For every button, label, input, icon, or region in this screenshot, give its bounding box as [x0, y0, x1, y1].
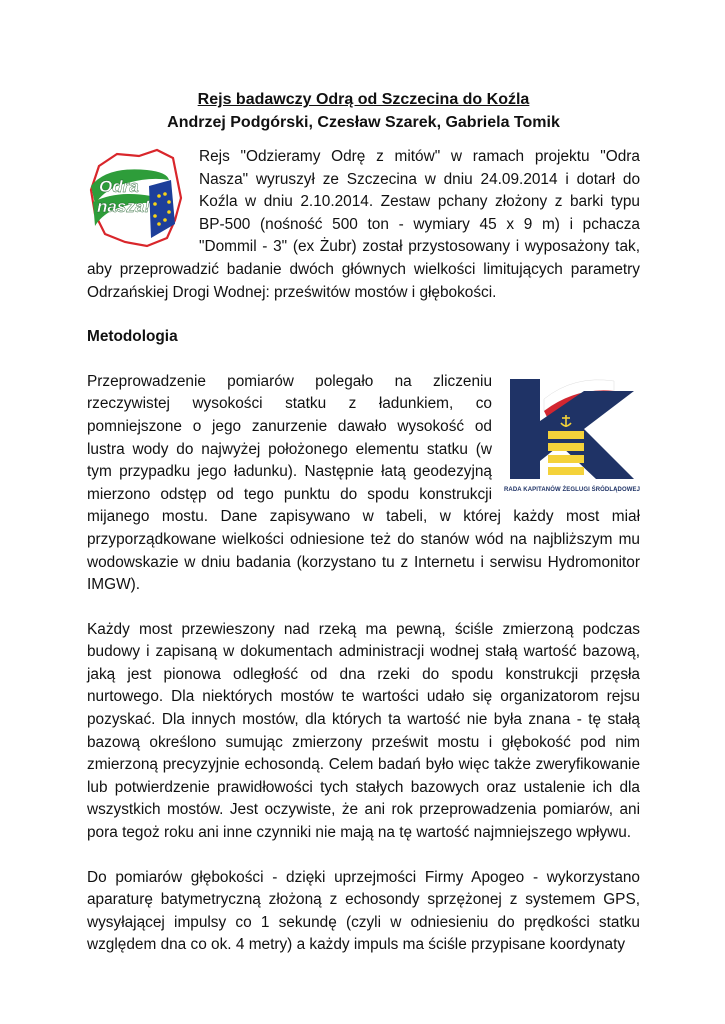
- bridges-paragraph: Każdy most przewieszony nad rzeką ma pewną, ściśle zmierzoną podczas budowy i zapisaną w dokumentach administracji wodnej stałą wartość bazową, jaką jest pionowa odległość od dna rzeki do spodu konstrukcji przęsła nurtowego. Dla niektórych mostów te wartości udało się organizatorom rejsu pozyskać. Dla innych mostów, dla których ta wartość nie była znana - tę stałą bazową określono sumując zmierzony prześwit mostu i głębokość pod nim zmierzoną precyzyjnie echosondą. Celem badań było więc także zweryfikowanie lub potwierdzenie prawidłowości tych stałych bazowych oraz ustalenie ich dla wszystkich mostów. Jest oczywiste, że ani rok przeprowadzenia pomiarów, ani pora tegoż roku ani inne czynniki nie mają na tę wartość najmniejszego wpływu.: [87, 620, 640, 842]
- depth-paragraph: Do pomiarów głębokości - dzięki uprzejmości Firmy Apogeo - wykorzystano aparaturę batymetryczną złożoną z echosondy sprzężonej z systemem GPS, wysyłającej impulsy co 1 sekundę (czyli w odniesieniu do prędkości statku względem dna co ok. 4 metry) a każdy impuls ma ściśle przypisane koordynaty: [87, 868, 640, 954]
- k-stem: [510, 379, 540, 479]
- yellow-block-1: [548, 431, 584, 439]
- yellow-block-4: [548, 467, 584, 475]
- yellow-block-3: [548, 455, 584, 463]
- document-title: [87, 88, 640, 134]
- title-main: Rejs badawczy Odrą od Szczecina do Koźla: [197, 91, 530, 108]
- yellow-block-2: [548, 443, 584, 451]
- title-authors: Andrzej Podgórski, Czesław Szarek, Gabriela Tomik: [167, 114, 560, 131]
- odra-logo-text-1: Odra: [99, 177, 139, 196]
- methodology-paragraph: Przeprowadzenie pomiarów polegało na zliczeniu rzeczywistej wysokości statku z ładunkiem, co pomniejszone o jego zanurzenie dawało wysokość od lustra wody do najwyżej położonego elementu statku (w tym przypadku jego ładunku). Następnie łatą geodezyjną mierzono odstęp od tego punktu do spodu konstrukcji mijanego mostu. Dane zapisywano w tabeli, w której każdy most miał przyporządkowane wielkości odniesione też do stanów wód na najbliższym mu wodowskazie w dniu badania (korzystano tu z Internetu i serwisu Hydromonitor IMGW).: [87, 372, 640, 594]
- intro-paragraph: Rejs "Odzieramy Odrę z mitów" w ramach projektu "Odra Nasza" wyruszył ze Szczecina w dniu 24.09.2014 i dotarł do Koźla w dniu 2.10.2014. Zestaw pchany złożony z barki typu BP-500 (nośność 500 ton - wymiary 45 x 9 m) i pchacza "Dommil - 3" (ex Żubr) został przystosowany i wyposażony tak, aby przeprowadzić badanie dwóch głównych wielkości limitujących parametry Odrzańskiej Drogi Wodnej: prześwitów mostów i głębokości.: [87, 148, 640, 301]
- rada-kapitanow-logo-graphic: [504, 371, 640, 493]
- document-page: [87, 88, 640, 957]
- rada-logo-caption: RADA KAPITANÓW ŻEGLUGI ŚRÓDLĄDOWEJ: [504, 486, 641, 493]
- rada-kapitanow-logo: [504, 371, 640, 493]
- odra-logo-text-2: nasza!: [97, 197, 150, 216]
- odra-nasza-logo-graphic: [87, 146, 187, 252]
- section-heading-methodology: Metodologia: [87, 328, 178, 346]
- odra-nasza-logo: [87, 146, 187, 252]
